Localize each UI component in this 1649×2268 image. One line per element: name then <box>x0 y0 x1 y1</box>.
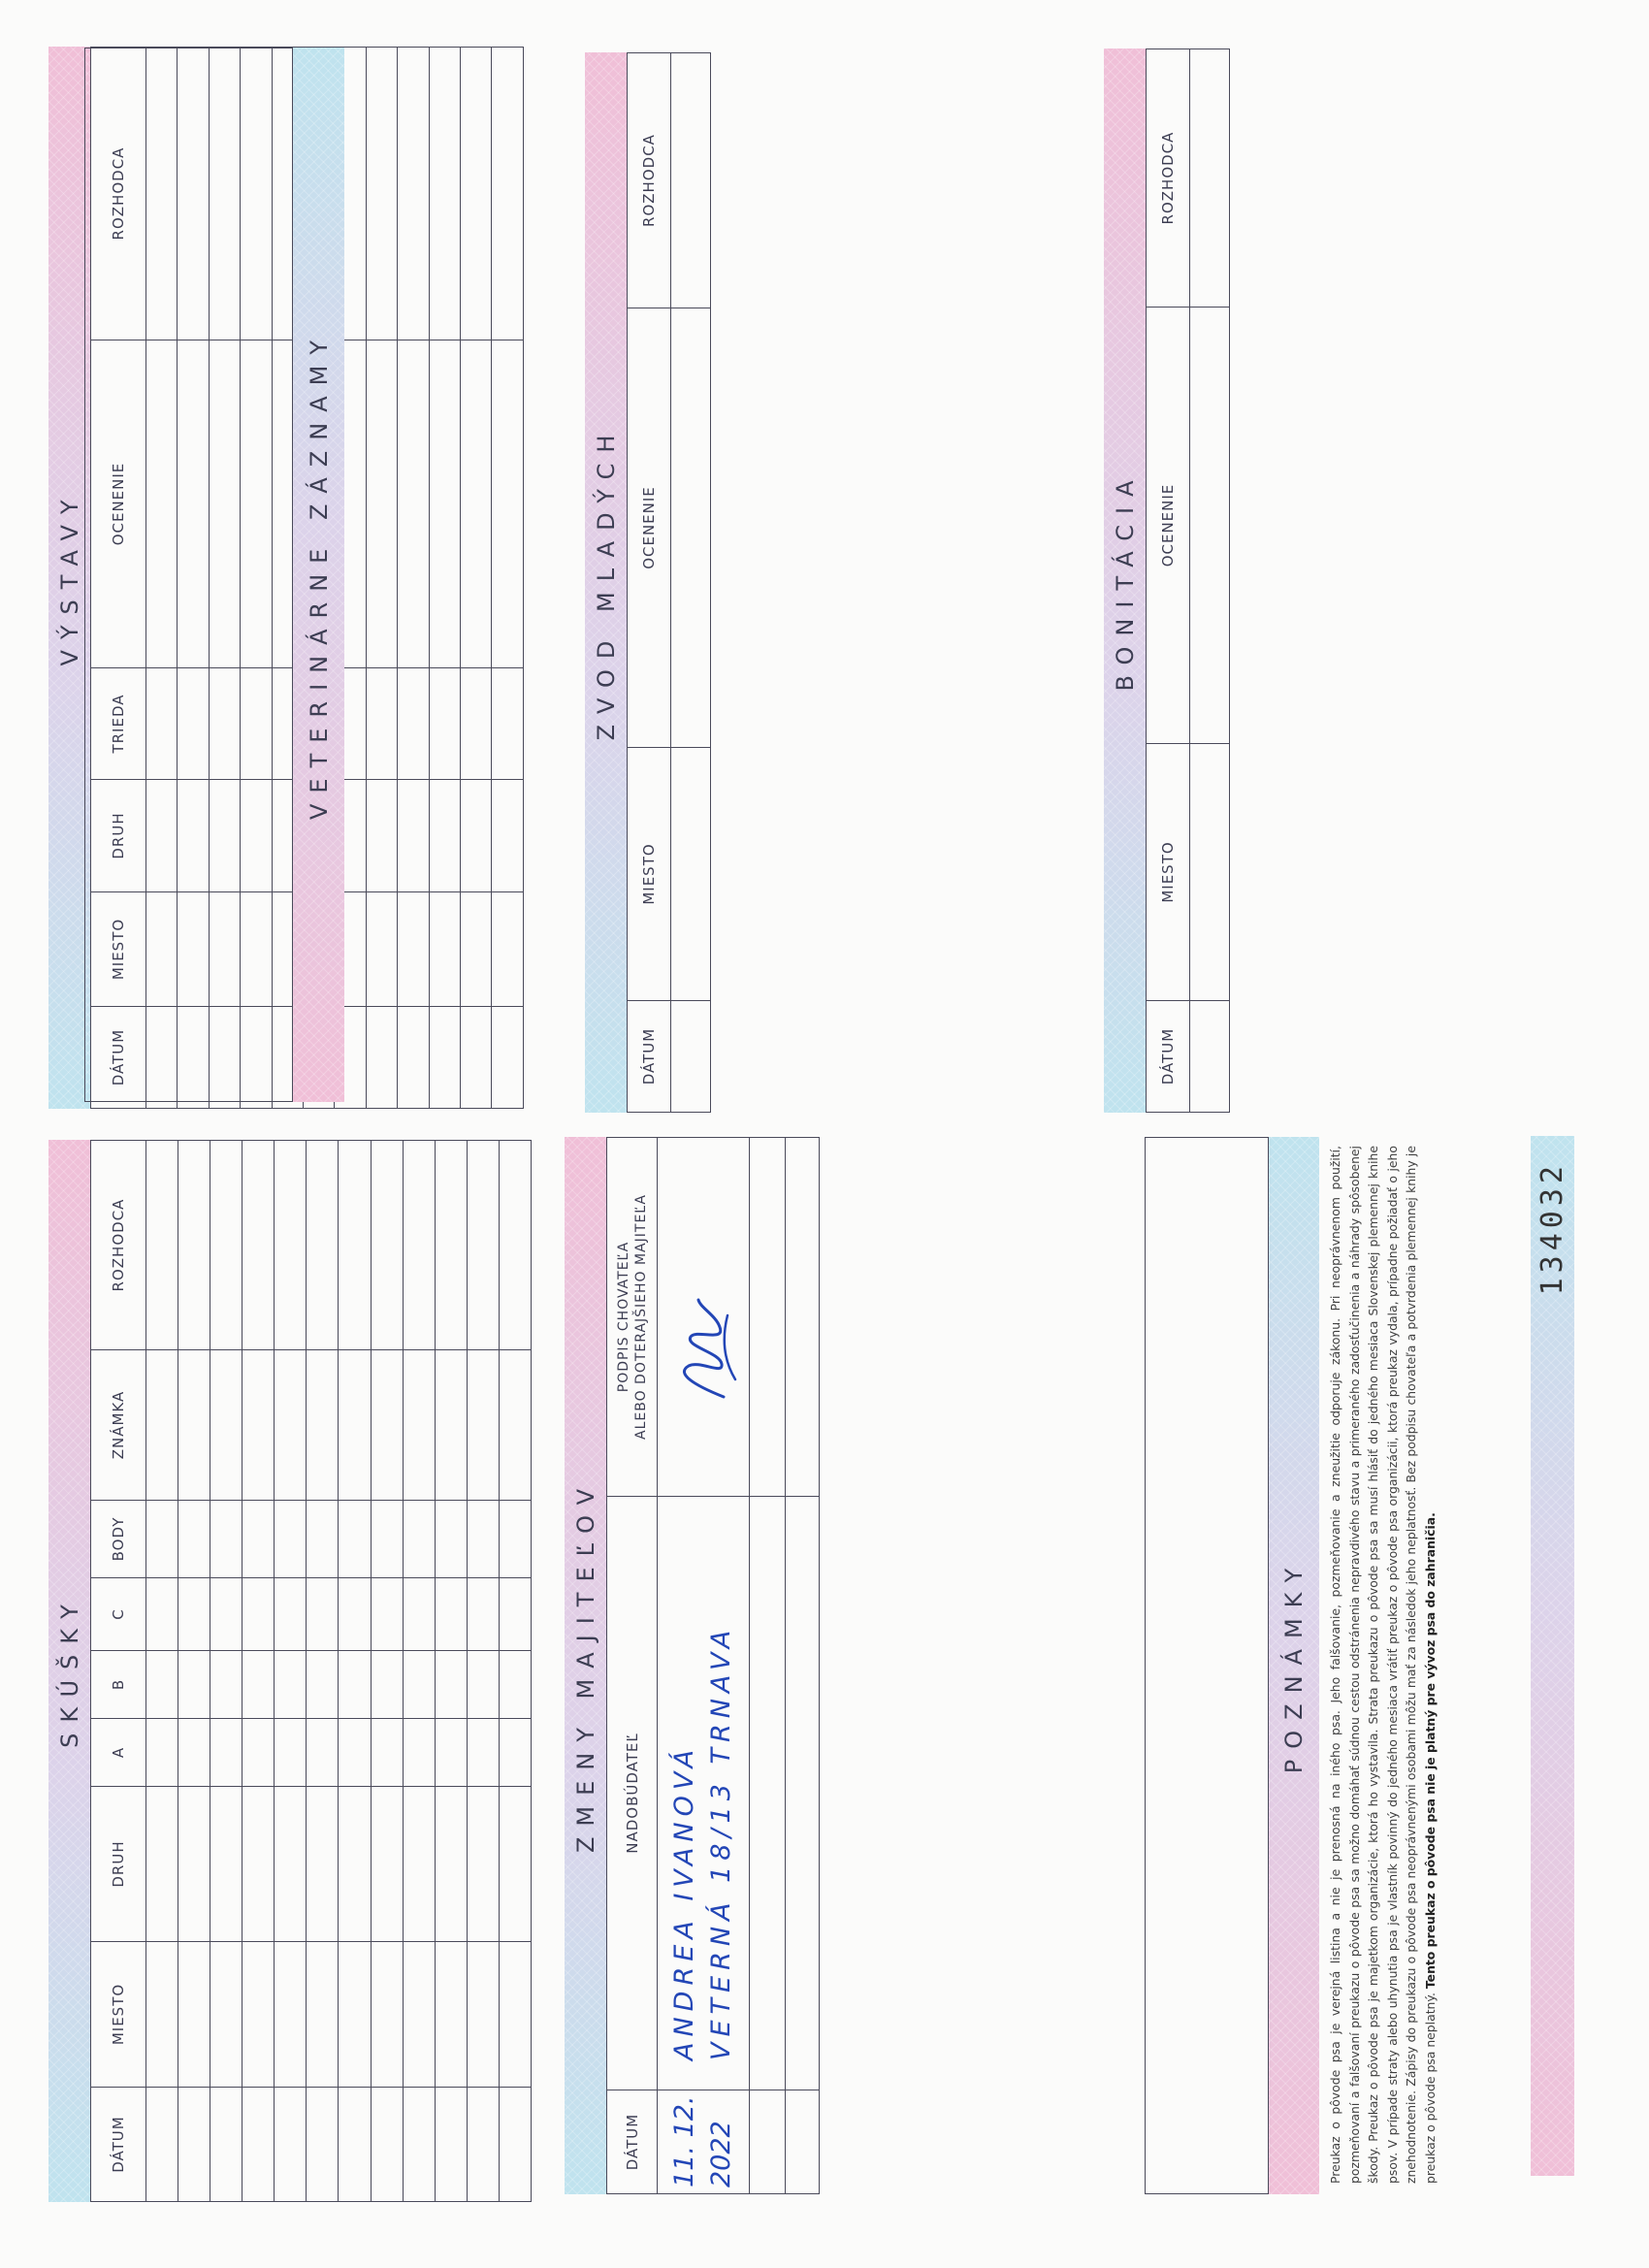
skusky-empty-row <box>339 1141 371 2202</box>
vystavy-col-datum: DÁTUM <box>91 1007 146 1109</box>
bonitacia-title-band <box>1104 49 1146 1113</box>
skusky-empty-row <box>242 1141 275 2202</box>
skusky-empty-row <box>435 1141 467 2202</box>
legal-text: Preukaz o pôvode psa je verejná listina a nie je prenosná na iného psa. Jeho falšovanie, pozmeňovanie a zneužitie odporuje zákonu. Pri neoprávnenom použití, pozmeňovaní a falšovaní preukazu o pôvode psa sa možno domáhať súdnou cestou odstránenia nepravdivého stavu a primeraného zadosťučinenia a náhrady spôsobenej škody. Preukaz o pôvode psa je majetkom organizácie, ktorá ho vystavila. Strata preukazu o pôvode psa sa musí hlásiť do jedného mesiaca Slovenskej plemennej knihe psov. V prípade straty alebo uhynutia psa je vlastník povinný do jedného mesiaca vrátiť preukaz o pôvode psa organizácii, ktorá preukaz vydala, prípadne požiadať o jeho znehodnotenie. Zápisy do preukazu o pôvode psa neoprávnenými osobami môžu mať za následok jeho neplatnosť. Bez podpisu chovateľa a potvrdenia plemennej knihy je preukaz o pôvode psa neplatný. <box>1328 1146 1438 2184</box>
skusky-empty-row <box>467 1141 499 2202</box>
poznamky-box <box>1145 1137 1269 2194</box>
vystavy-empty-row <box>461 48 492 1109</box>
vystavy-col-miesto: MIESTO <box>91 892 146 1007</box>
skusky-empty-row <box>146 1141 178 2202</box>
skusky-col-body: BODY <box>91 1501 146 1578</box>
zvod-col-rozhodca: ROZHODCA <box>628 53 671 308</box>
serial-band <box>1531 1136 1574 2176</box>
zmeny-entry-name: ANDREA IVANOVÁ <box>669 1744 700 2060</box>
vystavy-col-rozhodca: ROZHODCA <box>91 48 146 340</box>
bonitacia-empty-row <box>1190 49 1230 1113</box>
skusky-empty-row <box>307 1141 339 2202</box>
skusky-empty-row <box>275 1141 307 2202</box>
skusky-title-band <box>48 1140 90 2202</box>
zmeny-section <box>565 1137 819 2194</box>
skusky-table <box>90 1140 532 2202</box>
vystavy-title: VÝSTAVY <box>55 489 83 666</box>
skusky-col-datum: DÁTUM <box>91 2088 146 2202</box>
zvod-col-ocenenie: OCENENIE <box>628 308 671 748</box>
zmeny-entry-date-line1: 11. 12. <box>669 2095 700 2187</box>
skusky-section <box>48 1140 532 2202</box>
poznamky-title-band <box>1269 1137 1319 2194</box>
veterinarne-title-band <box>293 48 344 1102</box>
skusky-col-a: A <box>91 1719 146 1787</box>
zmeny-col-datum: DÁTUM <box>607 2090 658 2194</box>
poznamky-section <box>1145 1137 1319 2194</box>
zmeny-podpis-line1: PODPIS CHOVATEĽA <box>615 1241 631 1393</box>
skusky-col-rozhodca: ROZHODCA <box>91 1141 146 1350</box>
skusky-empty-row <box>403 1141 435 2202</box>
zmeny-podpis-line2: ALEBO DOTERAJŠIEHO MAJITEĽA <box>632 1194 649 1440</box>
bonitacia-section <box>1104 49 1230 1113</box>
skusky-title: SKÚŠKY <box>55 1594 83 1748</box>
zmeny-entry-address: VETERNÁ 18/13 TRNAVA <box>706 1624 736 2060</box>
vystavy-empty-row <box>398 48 429 1109</box>
zmeny-title: ZMENY MAJITEĽOV <box>571 1477 599 1854</box>
skusky-col-znamka: ZNÁMKA <box>91 1350 146 1501</box>
bonitacia-col-miesto: MIESTO <box>1147 744 1190 1001</box>
vystavy-col-ocenenie: OCENENIE <box>91 340 146 668</box>
bonitacia-col-ocenenie: OCENENIE <box>1147 308 1190 744</box>
vystavy-empty-row <box>366 48 397 1109</box>
zvod-title: ZVOD MLADÝCH <box>592 424 620 741</box>
skusky-empty-row <box>499 1141 531 2202</box>
skusky-empty-row <box>210 1141 242 2202</box>
zvod-title-band <box>585 52 627 1113</box>
zvod-col-datum: DÁTUM <box>628 1001 671 1113</box>
legal-notice <box>1326 1146 1440 2184</box>
skusky-col-c: C <box>91 1578 146 1651</box>
poznamky-title: POZNÁMKY <box>1280 1557 1308 1774</box>
veterinarne-title: VETERINÁRNE ZÁZNAMY <box>305 330 333 820</box>
zvod-section <box>585 52 711 1113</box>
zvod-table <box>627 52 711 1113</box>
vystavy-empty-row <box>492 48 524 1109</box>
zvod-empty-row <box>671 53 711 1113</box>
zmeny-entry-row <box>658 1138 750 2194</box>
vystavy-empty-row <box>429 48 460 1109</box>
bonitacia-col-rozhodca: ROZHODCA <box>1147 49 1190 308</box>
bonitacia-title: BONITÁCIA <box>1111 470 1139 692</box>
skusky-col-b: B <box>91 1651 146 1719</box>
zmeny-entry-date-line2: 2022 <box>706 2121 736 2187</box>
skusky-col-miesto: MIESTO <box>91 1942 146 2088</box>
zmeny-table <box>606 1137 820 2194</box>
owner-signature-icon <box>665 1292 743 1409</box>
zmeny-col-podpis <box>607 1138 658 1497</box>
veterinarne-box <box>84 48 293 1102</box>
vystavy-col-druh: DRUH <box>91 780 146 892</box>
zmeny-title-band <box>565 1137 606 2194</box>
serial-number: 134032 <box>1536 1161 1569 1296</box>
veterinarne-section <box>84 48 344 1102</box>
skusky-col-druh: DRUH <box>91 1787 146 1942</box>
bonitacia-table <box>1146 49 1230 1113</box>
skusky-empty-row <box>178 1141 210 2202</box>
zmeny-col-nadobudatel: NADOBÚDATEĽ <box>607 1497 658 2090</box>
bonitacia-col-datum: DÁTUM <box>1147 1001 1190 1113</box>
skusky-empty-row <box>371 1141 403 2202</box>
legal-bold-text: Tento preukaz o pôvode psa nie je platný pre vývoz psa do zahraničia. <box>1422 1512 1438 1990</box>
zvod-col-miesto: MIESTO <box>628 748 671 1001</box>
vystavy-col-trieda: TRIEDA <box>91 668 146 780</box>
